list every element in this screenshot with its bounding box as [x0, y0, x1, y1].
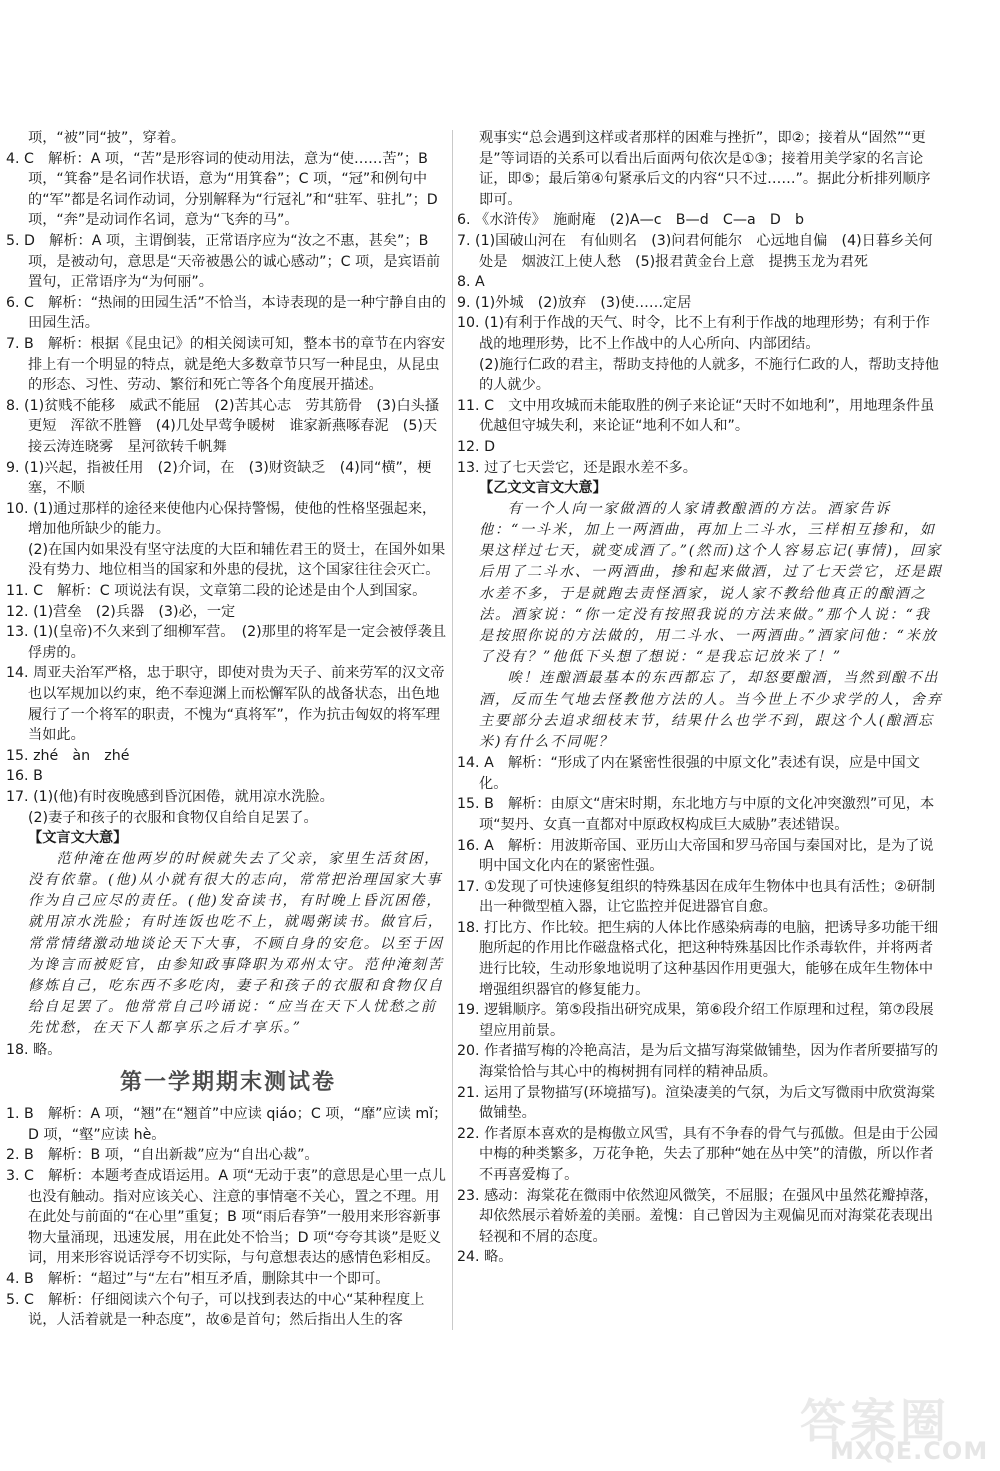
answer-item: 6. 《水浒传》 施耐庵 (2)A—c B—d C—a D b: [457, 212, 805, 229]
answer-item: 1. B 解析：A 项，“翘”在“翘首”中应读 qiáo；C 项，“靡”应读 mǐ；D 项，“壑”应读 hè。: [6, 1106, 448, 1143]
section-title: 第一学期期末测试卷: [119, 1070, 336, 1096]
answer-item: 10. (1)通过那样的途径来使他内心保持警惕，使他的性格坚强起来，增加他所缺少的能力。: [6, 500, 437, 538]
answer-item: 11. C 解析：C 项说法有误，文章第二段的论述是由个人到国家。: [6, 583, 427, 600]
answer-item: 8. (1)贫贱不能移 威武不能屈 (2)苦其心志 劳其筋骨 (3)白头搔更短 浑欲不胜簪 (4)几处早莺争暖树 谁家新燕啄春泥 (5)天接云涛连晓雾 星河欲转千帆舞: [6, 397, 440, 455]
answer-item: 23. 感动：海棠花在微雨中依然迎风微笑，不屈服；在强风中虽然花瓣掉落，却依然展示着娇羞的美丽。羞愧：自己曾因为主观偏见而对海棠花表现出轻视和不屑的态度。: [457, 1187, 939, 1245]
answer-item: 15. zhé àn zhé: [6, 747, 130, 764]
answer-item: 18. 打比方、作比较。把生病的人体比作感染病毒的电脑，把诱导多功能干细胞所起的作用比作磁盘格式化，把这种特殊基因比作杀毒软件，并将两者进行比较，生动形象地说明了这种基因作用更强大，能够在成年生物体中增强组织器官的修复能力。: [457, 919, 939, 998]
left-column: [6, 128, 450, 1331]
answer-item: 17. ①发现了可快速修复组织的特殊基因在成年生物体中也具有活性；②研制出一种微型植入器，让它监控并促进器官自愈。: [457, 878, 936, 916]
answer-item: 13. 过了七天尝它，还是跟水差不多。: [457, 459, 697, 476]
answer-item: 12. D: [457, 438, 495, 455]
answer-item: (2)在国内如果没有坚守法度的大臣和辅佐君王的贤士，在国外如果没有势力、地位相当的国家和外患的侵扰，这个国家往往会灭亡。: [28, 541, 446, 579]
translation-paragraph: 范仲淹在他两岁的时候就失去了父亲，家里生活贫困，没有依靠。(他)从小就有很大的志向，常常把治理国家大事作为自己应尽的责任。(他)发奋读书，有时晚上昏沉困倦，就用凉水洗脸；有时连饭也吃不上，就喝粥读书。做官后，常常情绪激动地谈论天下大事，不顾自身的安危。以至于因为谗言而被贬官，由参知政事降职为邓州太守。范仲淹刻苦修炼自己，吃东西不多吃肉，妻子和孩子的衣服和食物仅自给自足罢了。他常常自己吟诵说：“应当在天下人忧愁之前先忧愁，在天下人都享乐之后才享乐。”: [28, 850, 444, 1037]
answer-item: 12. (1)营垒 (2)兵器 (3)必，一定: [6, 603, 236, 620]
watermark-logo-text: 答案圈: [800, 1394, 950, 1448]
answer-item: 项，“被”同“披”，穿着。: [28, 130, 186, 146]
answer-item: 22. 作者原本喜欢的是梅傲立风雪，具有不争春的骨气与孤傲。但是由于公园中梅的种类繁多，万花争艳，失去了那种“她在丛中笑”的清傲，所以作者不再喜爱梅了。: [457, 1125, 939, 1183]
answer-item: 17. (1)(他)有时夜晚感到昏沉困倦，就用凉水洗脸。: [6, 789, 334, 805]
answer-item: 7. (1)国破山河在 有仙则名 (3)问君何能尔 心远地自偏 (4)日暮乡关何处是 烟波江上使人愁 (5)报君黄金台上意 提携玉龙为君死: [457, 232, 933, 270]
answer-item: 24. 略。: [457, 1249, 513, 1266]
answer-item: 4. C 解析：A 项，“苦”是形容词的使动用法，意为“使……苦”；B 项，“箕畚”是名词作状语，意为“用箕畚”；C 项，“冠”和例句中的“军”都是名词作动词，分别解释为“行冠礼”和“驻军、驻扎”；D 项，“奔”是动词作名词，意为“飞奔的马”。: [6, 150, 438, 229]
answer-item: 7. B 解析：根据《昆虫记》的相关阅读可知，整本书的章节在内容安排上有一个明显的特点，就是绝大多数章节只写一种昆虫，从昆虫的形态、习性、劳动、繁衍和死亡等各个角度展开描述。: [6, 335, 446, 394]
answer-item: 11. C 文中用攻城而未能取胜的例子来论证“天时不如地利”，用地理条件虽优越但守城失利，来论证“地利不如人和”。: [457, 397, 935, 435]
answer-item: (2)妻子和孩子的衣服和食物仅自给自足罢了。: [28, 809, 318, 826]
answer-item: 4. B 解析：“超过”与“左右”相互矛盾，删除其中一个即可。: [6, 1270, 390, 1287]
answer-item: 13. (1)(皇帝)不久来到了细柳军营。 (2)那里的将军是一定会被俘袭且俘虏的。: [6, 624, 447, 661]
answer-item: 5. C 解析：仔细阅读六个句子，可以找到表达的中心“某种程度上说，人活着就是一种态度”，故⑥是首句；然后指出人生的客: [6, 1291, 425, 1329]
answer-item: 2. B 解析：B 项，“自出新裁”应为“自出心裁”。: [6, 1147, 319, 1164]
answer-item: 16. B: [6, 768, 43, 785]
answer-item: 9. (1)外城 (2)放弃 (3)使……定居: [457, 294, 692, 311]
translation-heading: 【乙文文言文大意】: [479, 480, 607, 497]
watermark-url: MXQE.COM: [830, 1437, 989, 1465]
answer-item: 20. 作者描写梅的冷艳高洁，是为后文描写海棠做铺垫，因为作者所要描写的海棠恰恰与其心中的梅树拥有同样的精神品质。: [457, 1043, 939, 1081]
translation-paragraph: 唉！连酿酒最基本的东西都忘了，却怒要酿酒，当然到酿不出酒，反而生气地去怪教他方法的人。当今世上不少求学的人，舍弃主要部分去追求细枝末节，结果什么也学不到，跟这个人(酿酒忘米)有什么不同呢？: [479, 670, 943, 750]
answer-item: 16. A 解析：用波斯帝国、亚历山大帝国和罗马帝国与秦国对比，是为了说明中国文化内在的紧密性强。: [457, 837, 934, 875]
translation-paragraph: 有一个人向一家做酒的人家请教酿酒的方法。酒家告诉他：“一斗米，加上一两酒曲，再加上二斗水，三样相互掺和，如果这样过七天，就变成酒了。”(然而)这个人容易忘记(事情)，回家后用了二斗水、一两酒曲，掺和起来做酒，过了七天尝它，还是跟水差不多，于是就跑去责怪酒家，说人家不教给他真正的酿酒之法。酒家说：“你一定没有按照我说的方法来做。”那个人说：“我是按照你说的方法做的，用二斗水、一两酒曲。”酒家问他：“米放了没有？”他低下头想了想说：“是我忘记放米了！”: [479, 500, 943, 666]
answer-item: 8. A: [457, 274, 485, 291]
answer-item: 18. 略。: [6, 1041, 62, 1058]
answer-item: 14. 周亚夫治军严格，忠于职守，即使对贵为天子、前来劳军的汉文帝也以军规加以约束，绝不奉迎渊上而松懈军队的战备状态，出色地履行了一个将军的职责，不愧为“真将军”，作为抗击匈奴的将军理当如此。: [6, 665, 445, 744]
answer-item: 6. C 解析：“热闹的田园生活”不恰当，本诗表现的是一种宁静自由的田园生活。: [6, 294, 446, 332]
answer-item: 19. 逻辑顺序。第⑤段指出研究成果，第⑥段介绍工作原理和过程，第⑦段展望应用前景。: [457, 1002, 934, 1039]
answer-item: 10. (1)有利于作战的天气、时令，比不上有利于作战的地理形势；有利于作战的地理形势，比不上作战中的人心所向、内部团结。: [457, 315, 930, 352]
answer-item: 3. C 解析：本题考查成语运用。A 项“无动于衷”的意思是心里一点儿也没有触动。指对应该关心、注意的事情毫不关心，置之不理。用在此处与前面的“在心里”重复；B 项“雨后春笋”一般用来形容新事物大量涌现，迅速发展，用在此处不恰当；D 项“夸夸其谈”是贬义词，用来形容说话浮夸不切实际，与句意想表达的感情色彩相反。: [6, 1167, 446, 1267]
column-divider: [452, 130, 453, 1330]
answer-item: 15. B 解析：由原文“唐宋时期，东北地方与中原的文化冲突激烈”可见，本项“契丹、女真一直都对中原政权构成巨大威胁”表述错误。: [457, 796, 935, 833]
answer-item: 14. A 解析：“形成了内在紧密性很强的中原文化”表述有误，应是中国文化。: [457, 755, 920, 792]
right-column: [457, 128, 943, 1268]
answer-item: 9. (1)兴起，指被任用 (2)介词，在 (3)财资缺乏 (4)同“横”，梗塞，不顺: [6, 459, 432, 497]
site-watermark: [790, 1385, 990, 1471]
answer-item: (2)施行仁政的君主，帮助支持他的人就多，不施行仁政的人，帮助支持他的人就少。: [479, 356, 939, 394]
translation-heading: 【文言文大意】: [28, 830, 128, 847]
answer-item: 5. D 解析：A 项，主谓倒装，正常语序应为“汝之不惠，甚矣”；B 项，是被动句，意思是“天帝被愚公的诚心感动”；C 项，是宾语前置句，正常语序为“为何丽”。: [6, 232, 441, 291]
answer-item: 观事实“总会遇到这样或者那样的困难与挫折”，即②；接着从“固然”“更是”等词语的关系可以看出后面两句依次是①③；接着用美学家的名言论证，即⑤；最后第④句紧承后文的内容“只不过……”。据此分析排列顺序即可。: [479, 130, 931, 208]
answer-item: 21. 运用了景物描写(环境描写)。渲染凄美的气氛，为后文写微雨中欣赏海棠做铺垫。: [457, 1084, 935, 1122]
